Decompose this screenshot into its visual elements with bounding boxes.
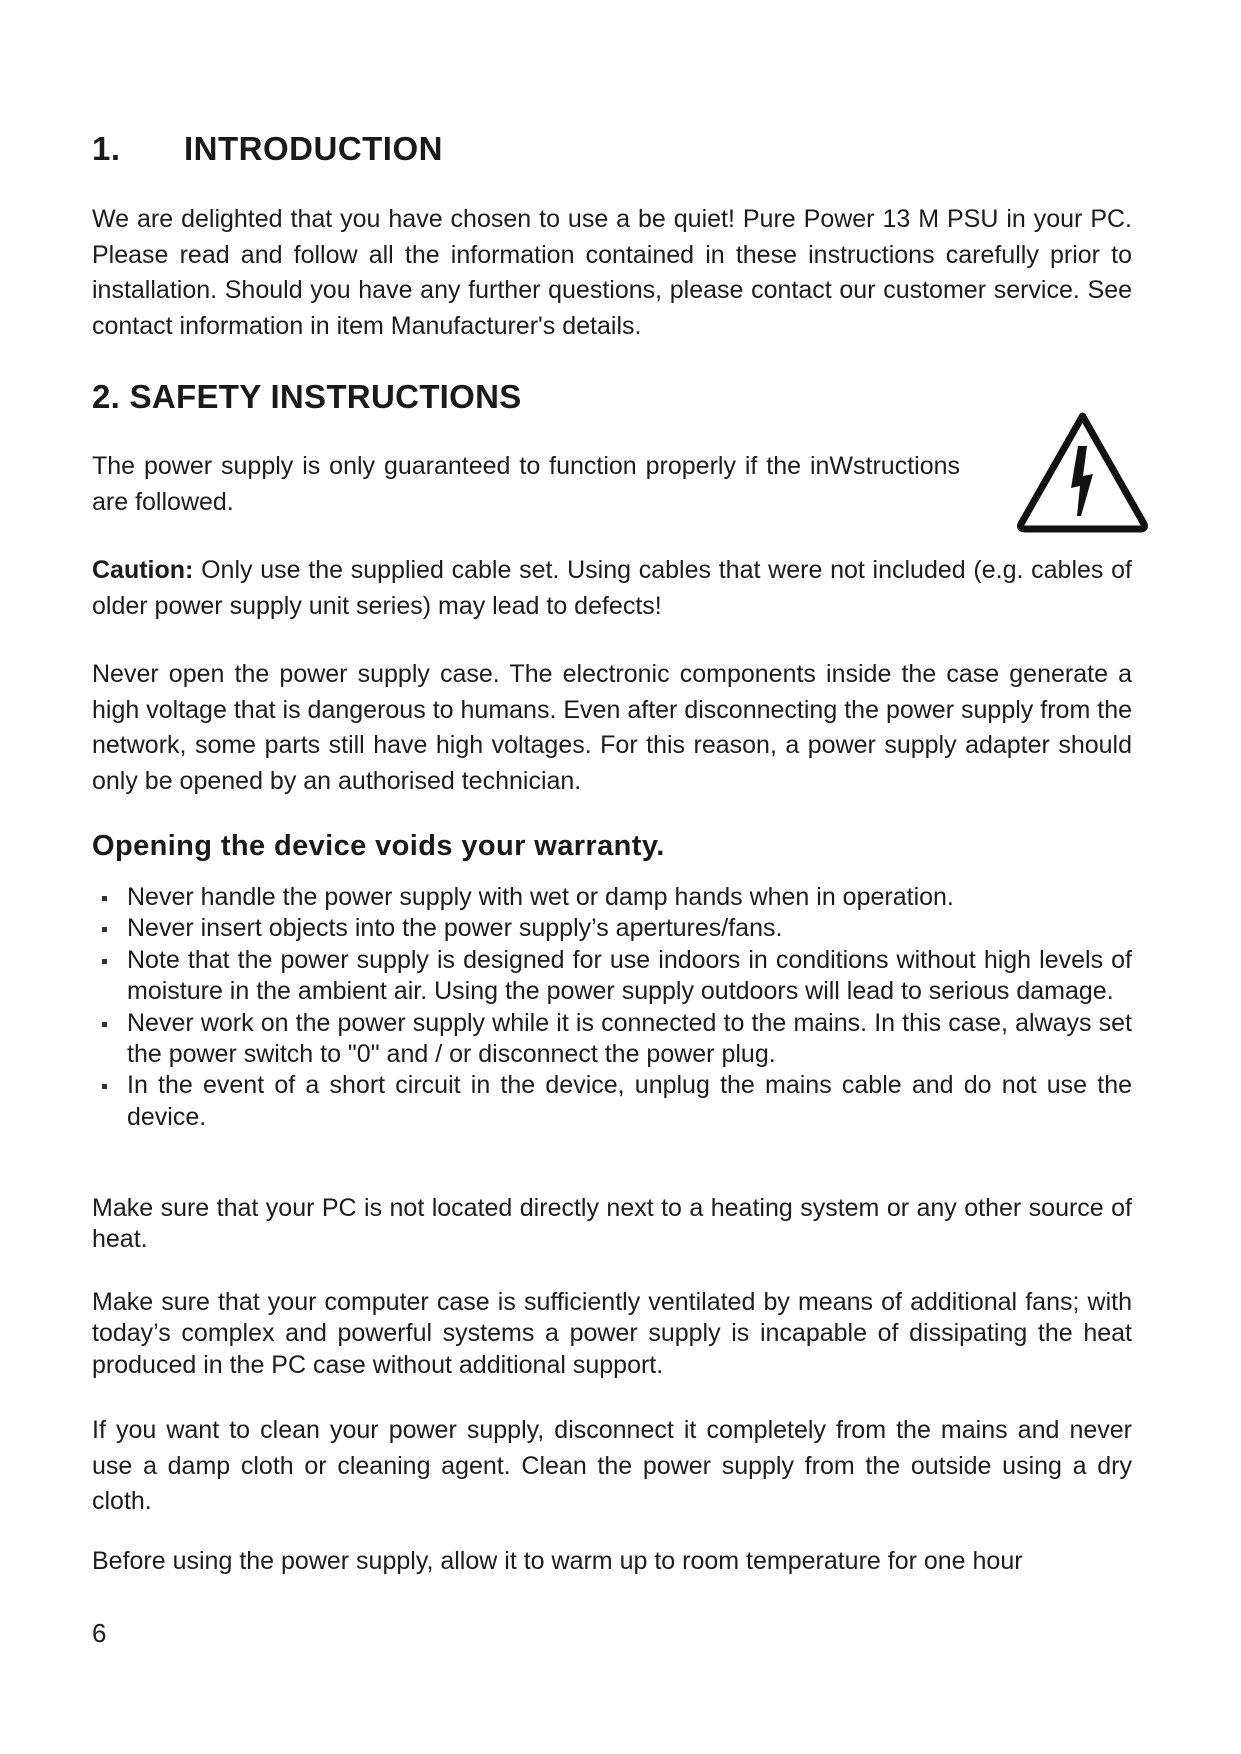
warmup-paragraph: Before using the power supply, allow it to warm up to room temperature for one hour xyxy=(92,1547,1023,1575)
safety-intro-paragraph: The power supply is only guaranteed to function properly if the inWstructions are followed. xyxy=(92,452,960,516)
introduction-paragraph: We are delighted that you have chosen to use a be quiet! Pure Power 13 M PSU in your PC. Please read and follow all the information contained in these instructions carefully prior to installation. Should you have any further questions, please contact our customer service. See contact information in item Manufacturer's details. xyxy=(92,205,1132,340)
heating-paragraph: Make sure that your PC is not located directly next to a heating system or any other source of heat. xyxy=(92,1194,1132,1254)
warranty-heading: Opening the device voids your warranty. xyxy=(92,830,665,862)
list-item: Never handle the power supply with wet or damp hands when in operation. xyxy=(92,882,1132,913)
bullet-marker xyxy=(102,1084,107,1089)
list-item: Never insert objects into the power supply’s apertures/fans. xyxy=(92,913,1132,944)
list-item: In the event of a short circuit in the device, unplug the mains cable and do not use the device. xyxy=(92,1070,1132,1133)
cleaning-paragraph: If you want to clean your power supply, disconnect it completely from the mains and never use a damp cloth or cleaning agent. Clean the power supply from the outside using a dry cloth. xyxy=(92,1416,1132,1515)
section-2-heading: 2. SAFETY INSTRUCTIONS xyxy=(92,378,522,415)
bullet-marker xyxy=(102,896,107,901)
bullet-marker xyxy=(102,927,107,932)
bullet-marker xyxy=(102,1022,107,1027)
list-item: Note that the power supply is designed for use indoors in conditions without high levels of moisture in the ambient air. Using the power supply outdoors will lead to serious damage. xyxy=(92,945,1132,1008)
section-1-title: INTRODUCTION xyxy=(184,130,443,167)
section-1-heading xyxy=(92,130,443,168)
list-item: Never work on the power supply while it is connected to the mains. In this case, always set the power switch to "0" and / or disconnect the power plug. xyxy=(92,1008,1132,1071)
ventilation-paragraph: Make sure that your computer case is sufficiently ventilated by means of additional fans; with today’s complex and powerful systems a power supply is incapable of dissipating the heat produced in the PC case without additional support. xyxy=(92,1288,1132,1379)
never-open-paragraph: Never open the power supply case. The electronic components inside the case generate a high voltage that is dangerous to humans. Even after disconnecting the power supply from the network, some parts still have high voltages. For this reason, a power supply adapter should only be opened by an authorised technician. xyxy=(92,660,1132,795)
caution-text: Only use the supplied cable set. Using cables that were not included (e.g. cables of older power supply unit series) may lead to defects! xyxy=(92,556,1132,620)
bullet-marker xyxy=(102,959,107,964)
section-1-number: 1. xyxy=(92,130,121,167)
caution-paragraph xyxy=(92,553,1132,624)
safety-bullet-list xyxy=(92,882,1132,1133)
caution-label: Caution: xyxy=(92,556,194,584)
page-number: 6 xyxy=(92,1618,107,1648)
high-voltage-warning-icon xyxy=(1015,410,1150,535)
